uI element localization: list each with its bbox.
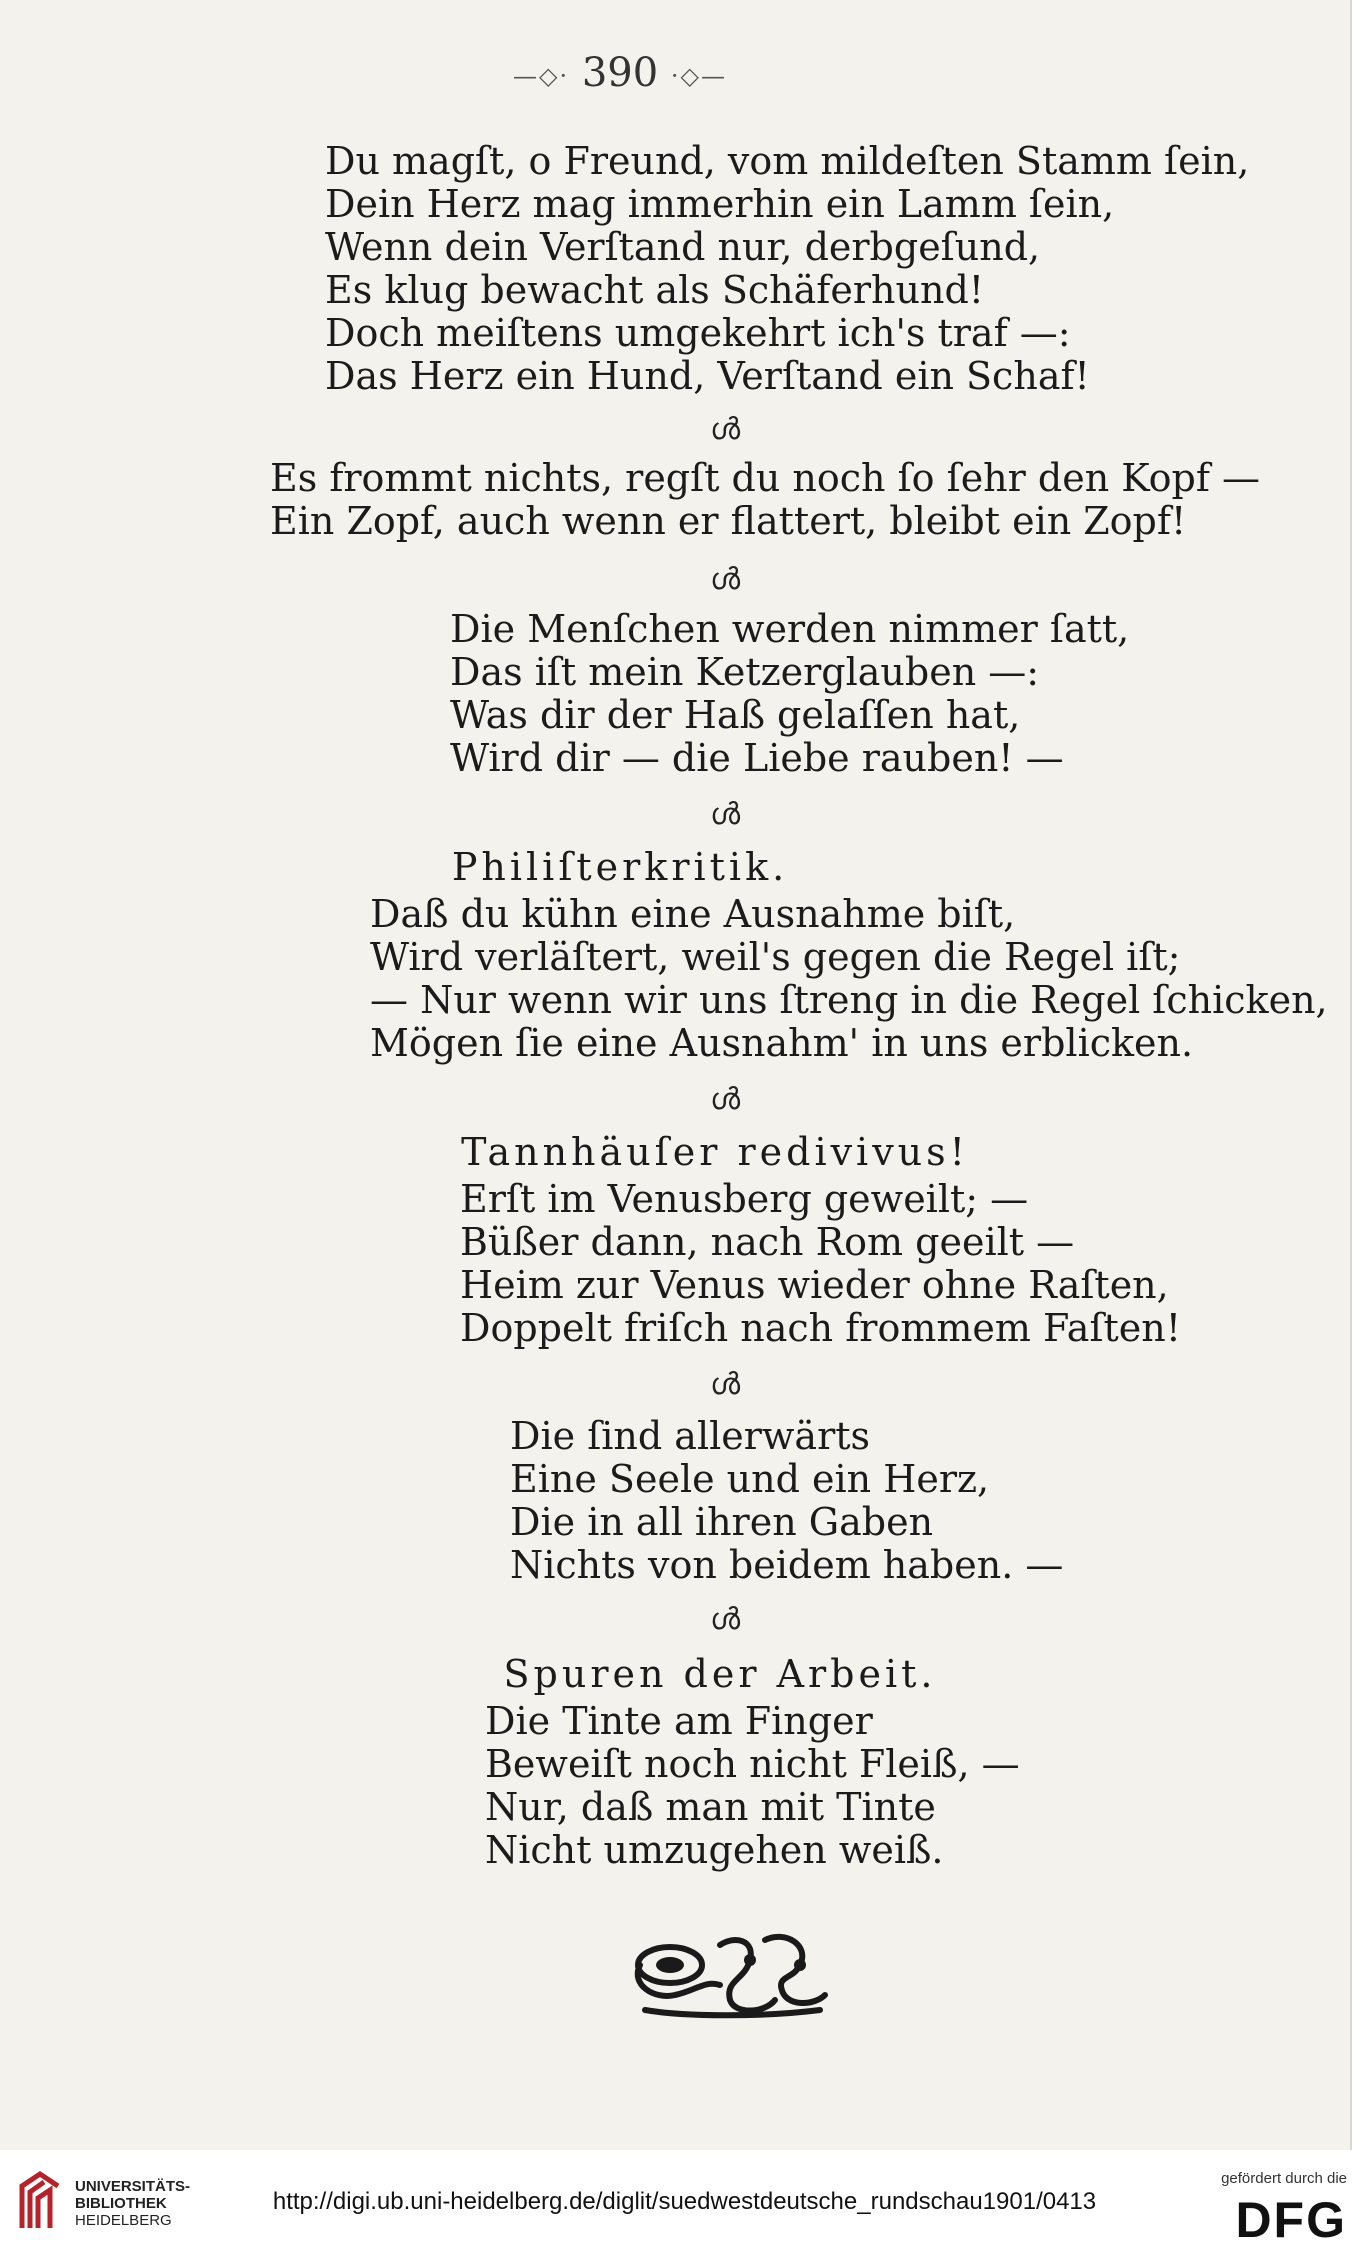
- section-divider-ornament: ൾ: [709, 412, 741, 447]
- section-divider-ornament: ൾ: [709, 797, 741, 832]
- poem-line: Nur, daß man mit Tinte: [485, 1785, 936, 1829]
- poem-line: Doch meiſtens umgekehrt ich's traf —:: [325, 311, 1071, 355]
- poem-line: Nichts von beidem haben. —: [510, 1543, 1064, 1587]
- poem-line: Nicht umzugehen weiß.: [485, 1828, 944, 1872]
- poem-line: Dein Herz mag immerhin ein Lamm ſein,: [325, 182, 1115, 226]
- section-divider-ornament: ൾ: [709, 1602, 741, 1637]
- library-name-line: UNIVERSITÄTS-: [75, 2178, 191, 2195]
- poem-3: [450, 608, 1129, 780]
- poem-line: Wenn dein Verſtand nur, derbgeſund,: [325, 225, 1041, 269]
- section-divider-ornament: ൾ: [709, 1367, 741, 1402]
- poem-line: Doppelt friſch nach frommem Faſten!: [460, 1306, 1182, 1350]
- poem-line: Wird dir — die Liebe rauben! —: [450, 736, 1064, 780]
- poem-line: Heim zur Venus wieder ohne Raſten,: [460, 1263, 1169, 1307]
- page-number: 390: [581, 50, 659, 96]
- poem-line: Beweiſt noch nicht Fleiß, —: [485, 1742, 1020, 1786]
- page-header: [0, 50, 1240, 96]
- poem-5: [460, 1178, 1181, 1350]
- funded-by-label: gefördert durch die: [1221, 2170, 1347, 2187]
- poem-line: Es frommt nichts, regſt du noch ſo ſehr den Kopf —: [270, 456, 1260, 500]
- section-divider-ornament: ൾ: [709, 562, 741, 597]
- poem-line: Eine Seele und ein Herz,: [510, 1457, 990, 1501]
- library-name-line: BIBLIOTHEK: [75, 2195, 167, 2212]
- poem-title-spuren: [0, 1650, 1352, 1698]
- poem-7: [485, 1700, 1020, 1872]
- poem-line: Daß du kühn eine Ausnahme biſt,: [370, 892, 1016, 936]
- section-divider-ornament: ൾ: [709, 1082, 741, 1117]
- poem-line: Ein Zopf, auch wenn er flattert, bleibt ein Zopf!: [270, 499, 1187, 543]
- poem-line: Die in all ihren Gaben: [510, 1500, 934, 1544]
- poem-line: Erſt im Venusberg geweilt; —: [460, 1177, 1029, 1221]
- poem-title-philisterkritik: [0, 843, 1240, 891]
- poem-2: [270, 457, 1260, 543]
- poem-line: Was dir der Haß gelaſſen hat,: [450, 693, 1021, 737]
- poem-line: Wird verläſtert, weil's gegen die Regel iſt;: [370, 935, 1181, 979]
- header-ornament-right: ·◇—: [670, 62, 727, 90]
- poem-line: Die Tinte am Finger: [485, 1699, 873, 1743]
- poem-1: [325, 140, 1249, 398]
- header-ornament-left: —◇·: [513, 62, 570, 90]
- poem-line: Das iſt mein Ketzerglauben —:: [450, 650, 1040, 694]
- library-name-line: HEIDELBERG: [75, 2212, 172, 2229]
- poem-6: [510, 1415, 1063, 1587]
- end-vignette-ornament-icon: [625, 1925, 835, 2020]
- poem-line: Das Herz ein Hund, Verſtand ein Schaf!: [325, 354, 1090, 398]
- footer-bar: [0, 2150, 1369, 2256]
- poem-line: Mögen ſie eine Ausnahm' in uns erblicken.: [370, 1021, 1194, 1065]
- poem-line: Büßer dann, nach Rom geeilt —: [460, 1220, 1075, 1264]
- poem-4: [370, 893, 1328, 1065]
- poem-title: Spuren der Arbeit.: [503, 1652, 937, 1696]
- poem-line: Die ſind allerwärts: [510, 1414, 871, 1458]
- poem-line: Du magſt, o Freund, vom mildeſten Stamm ſein,: [325, 139, 1250, 183]
- poem-line: — Nur wenn wir uns ſtreng in die Regel ſchicken,: [370, 978, 1328, 1022]
- poem-line: Die Menſchen werden nimmer ſatt,: [450, 607, 1130, 651]
- poem-line: Es klug bewacht als Schäferhund!: [325, 268, 985, 312]
- dfg-logo: DFG: [1235, 2192, 1347, 2248]
- poem-title: Tannhäuſer redivivus!: [461, 1130, 969, 1174]
- poem-title-tannhaeuser: [0, 1128, 1352, 1176]
- poem-title: Philiſterkritik.: [451, 845, 789, 889]
- source-url-link[interactable]: http://digi.ub.uni-heidelberg.de/diglit/suedwestdeutsche_rundschau1901/0413: [272, 2188, 1097, 2215]
